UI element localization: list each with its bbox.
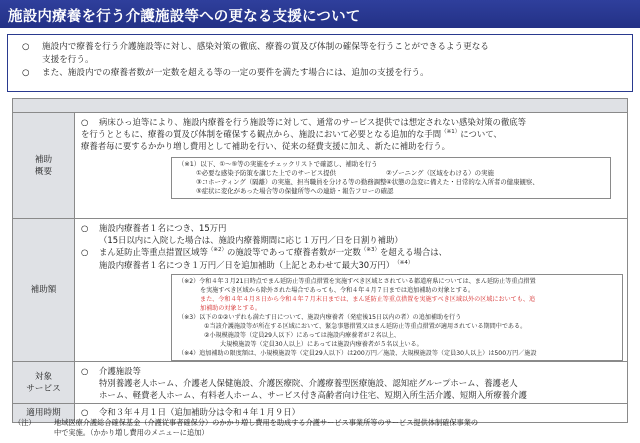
checklist-note: （※1）以下、①～⑤等の実施をチェックリストで確認し、補助を行う ①必要な感染予防策を講じた上でのサービス提供 ②ゾーニング（区域をわける）の実施 ③コホーティング（隔離）の実施、担当職員を分ける等の勤務調整 ④状態の急変に備えた・日常的な入所者の健康観察、 ⑤症状に変化があった場合等の保健所等への連絡・報告フローの確認 [171,157,611,200]
summary-item [22,41,624,67]
row-label-target: 対象 サービス [13,362,75,403]
amount-content: ○ 施設内療養者１名につき、15万円 （15日以内に入院した場合は、施設内療養期間に応じ１万円／日を日割り補助） ○ まん延防止等重点措置区域等 $^{(※2)}$ の施設等であって療養者数が一定数 $^{(※3)}$ を超える場合は、 施設内療養者１名につき１万円／日を追加補助（上記とあわせて最大30万円） $^{(※4)}$ （※2）令和４年３月21日時点でまん延防止等重点措置を実施すべき区域とされている都道府県については、まん延防止等重点措置 を実施すべき区域から除外された場合であっても、令和４年４月７日までは追加補助の対象とする。 また、令和４年４月８日から令和４年７月末日までは、まん延防止等重点措置を実施すべき区域以外の区域においても、追 加補助の対象とする。 （※3）以下の①②いずれも満たす日について、施設内療養者（発症後15日以内の者）の追加補助を行う ①当該介護施設等が所在する区域において、緊急事態措置又はまん延防止等重点措置が適用されている期間中である。 ②小規模施設等（定員29人以下）にあっては施設内療養者が２名以上、 大規模施設等（定員30人以上）にあっては施設内療養者が５名以上いる。 （※4）追加補助の限度額は、小規模施設等（定員29人以下）は200万円／施設、大規模施設等（定員30人以上）は500万円／施設 [75,219,629,361]
amount-note: （※2）令和４年３月21日時点でまん延防止等重点措置を実施すべき区域とされている都道府県については、まん延防止等重点措置 を実施すべき区域から除外された場合であっても、令和４年４月７日までは追加補助の対象とする。 また、令和４年４月８日から令和４年７月末日までは、まん延防止等重点措置を実施すべき区域以外の区域においても、追 加補助の対象とする。 （※3）以下の①②いずれも満たす日について、施設内療養者（発症後15日以内の者）の追加補助を行う ①当該介護施設等が所在する区域において、緊急事態措置又はまん延防止等重点措置が適用されている期間中である。 ②小規模施設等（定員29人以下）にあっては施設内療養者が２名以上、 大規模施設等（定員30人以上）にあっては施設内療養者が５名以上いる。 （※4）追加補助の限度額は、小規模施設等（定員29人以下）は200万円／施設、大規模施設等（定員30人以上）は500万円／施設 [171,274,623,361]
bullet-circle-icon: ○ [22,42,30,52]
page-title: 施設内療養を行う介護施設等への更なる支援について [0,0,640,28]
bullet-circle-icon: ○ [22,68,30,78]
bullet-circle-icon: ○ [81,117,89,127]
bullet-circle-icon: ○ [81,223,89,233]
row-label-date: 適用時期 [13,404,75,422]
bullet-circle-icon: ○ [81,247,89,258]
row-subsidy-amount [13,219,627,362]
target-content: ○ 介護施設等 特別養護老人ホーム、介護老人保健施設、介護医療院、介護療養型医療施設、認知症グループホーム、養護老人 ホーム、軽費老人ホーム、有料老人ホーム、サービス付き高齢者向け住宅、短期入所生活介護、短期入所療養介護 [81,366,527,401]
row-label-amount: 補助額 [13,219,75,361]
summary-box [7,34,633,92]
row-target-services [13,362,627,404]
table-header-strip [13,99,627,113]
summary-item [22,67,624,80]
red-note-text: 加補助の対象とする。 [200,304,261,312]
bullet-circle-icon: ○ [81,407,89,417]
bullet-circle-icon: ○ [81,366,89,376]
overview-content: ○ 病床ひっ迫等により、施設内療養を行う施設等に対して、通常のサービス提供では想定されない感染対策の徹底等 を行うとともに、療養の質及び体制を確保する観点から、施設において必要となる追加的な手間 $^{(※1)}$ について、 療養者毎に要するかかり増し費用として補助を行い、従来の経費支援に加え、新たに補助を行う。 （※1）以下、①～⑤等の実施をチェックリストで確認し、補助を行う ①必要な感染予防策を講じた上でのサービス提供 ②ゾーニング（区域をわける）の実施 ③コホーティング（隔離）の実施、担当職員を分ける等の勤務調整 ④状態の急変に備えた・日常的な入所者の健康観察、 ⑤症状に変化があった場合等の保健所等への連絡・報告フローの確認 [75,113,627,218]
row-label-overview: 補助 概要 [13,113,75,218]
footnote: （注） 地域医療介護総合確保基金（介護従事者確保分）のかかり増し費用を助成する介護サービス事業所等のサービス提供体制確保事業の 中で実施。（かかり増し費用のメニューに追加） [14,418,479,437]
date-content: ○ 令和３年４月１日（追加補助分は令和４年１月９日） [81,407,300,417]
summary-text: また、施設内での療養者数が一定数を超える等の一定の要件を満たす場合には、追加の支援を行う。 [42,68,429,78]
summary-text: 施設内で療養を行う介護施設等に対し、感染対策の徹底、療養の質及び体制の確保等を行うことができるよう更なる 支援を行う。 [42,42,489,65]
red-note-text: また、令和４年４月８日から令和４年７月末日までは、まん延防止等重点措置を実施すべき区域以外の区域においても、追 [200,295,536,303]
support-table [12,98,628,423]
row-subsidy-overview [13,113,627,219]
